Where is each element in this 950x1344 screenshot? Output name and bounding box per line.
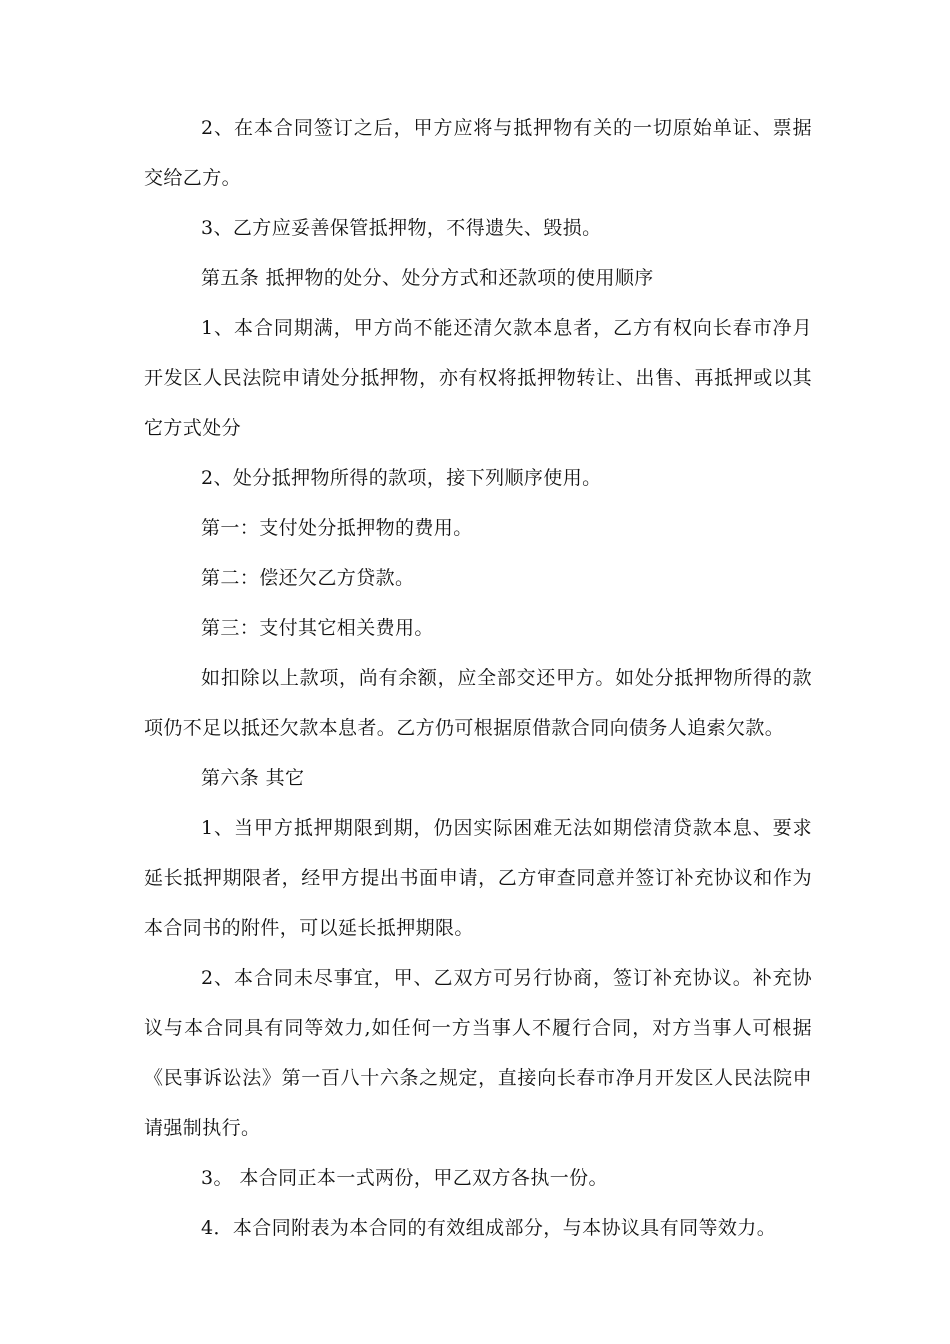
paragraph-clause-5-item-1: 1、本合同期满，甲方尚不能还清欠款本息者，乙方有权向长春市净月开发区人民法院申请处分抵押物，亦有权将抵押物转让、出售、再抵押或以其它方式处分	[144, 317, 812, 439]
paragraph-clause-6-item-1: 1、当甲方抵押期限到期，仍因实际困难无法如期偿清贷款本息、要求延长抵押期限者，经甲方提出书面申请，乙方审查同意并签订补充协议和作为本合同书的附件，可以延长抵押期限。	[144, 817, 812, 939]
paragraph-clause-5-item-2: 2、处分抵押物所得的款项，接下列顺序使用。	[201, 467, 602, 489]
paragraph-clause-6-item-4: 4．本合同附表为本合同的有效组成部分，与本协议具有同等效力。	[201, 1217, 777, 1239]
paragraph-clause-6-item-3: 3。 本合同正本一式两份，甲乙双方各执一份。	[201, 1167, 608, 1189]
heading-article-6: 第六条 其它	[201, 767, 305, 789]
paragraph-clause-4-item-2: 2、在本合同签订之后，甲方应将与抵押物有关的一切原始单证、票据交给乙方。	[144, 117, 812, 189]
paragraph-clause-4-item-3: 3、乙方应妥善保管抵押物，不得遗失、毁损。	[201, 217, 602, 239]
heading-article-5: 第五条 抵押物的处分、处分方式和还款项的使用顺序	[201, 267, 654, 289]
paragraph-remainder-note: 如扣除以上款项，尚有余额，应全部交还甲方。如处分抵押物所得的款项仍不足以抵还欠款本息者。乙方仍可根据原借款合同向债务人追索欠款。	[144, 667, 812, 739]
paragraph-order-third: 第三：支付其它相关费用。	[201, 617, 434, 639]
paragraph-clause-6-item-2: 2、本合同未尽事宜，甲、乙双方可另行协商，签订补充协议。补充协议与本合同具有同等效力,如任何一方当事人不履行合同，对方当事人可根据《民事诉讼法》第一百八十六条之规定，直接向长春市净月开发区人民法院申请强制执行。	[144, 967, 812, 1139]
document-body	[144, 103, 812, 1253]
paragraph-order-second: 第二：偿还欠乙方贷款。	[201, 567, 415, 589]
paragraph-order-first: 第一：支付处分抵押物的费用。	[201, 517, 473, 539]
